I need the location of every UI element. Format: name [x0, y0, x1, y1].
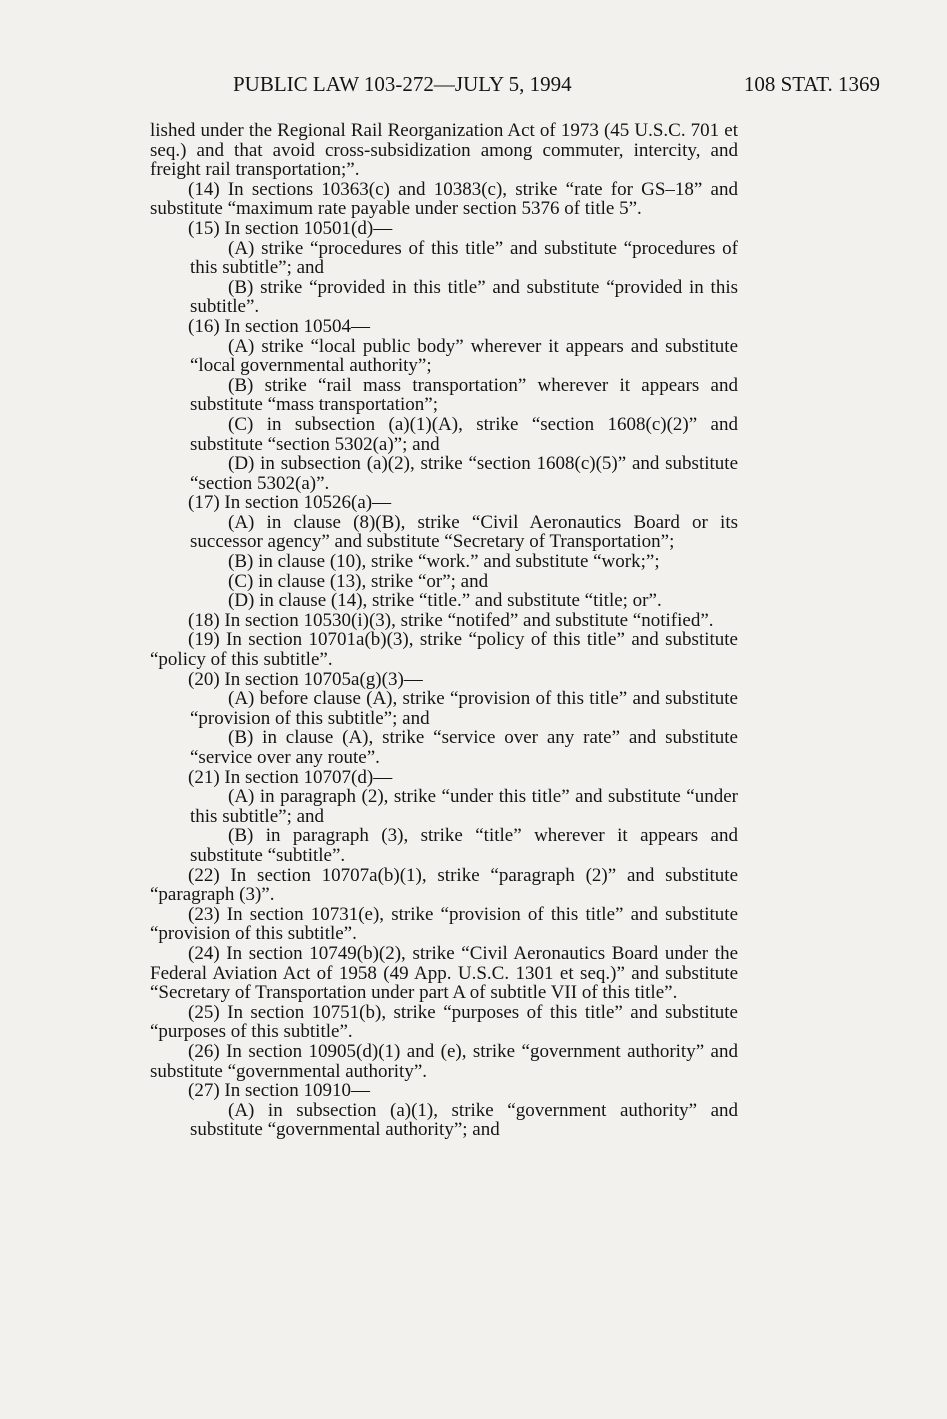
header-stat-citation: 108 STAT. 1369 [743, 72, 880, 96]
subparagraph-16-a: (A) strike “local public body” wherever it appears and substitute “local governmental authority”; [190, 335, 738, 377]
paragraph-16: (16) In section 10504— [188, 315, 371, 337]
paragraph-19: (19) In section 10701a(b)(3), strike “policy of this title” and substitute “policy of this subtitle”. [150, 629, 738, 671]
page-header [150, 72, 880, 100]
subparagraph-15-a: (A) strike “procedures of this title” and substitute “procedures of this subtitle”; and [190, 237, 738, 279]
subparagraph-15-b: (B) strike “provided in this title” and substitute “provided in this subtitle”. [190, 276, 738, 318]
paragraph-24: (24) In section 10749(b)(2), strike “Civil Aeronautics Board under the Federal Aviation Act of 1958 (49 App. U.S.C. 1301 et seq.)” and substitute “Secretary of Transportation under part A of subtitle VII of this title”. [150, 942, 738, 1004]
subparagraph-27-a: (A) in subsection (a)(1), strike “government authority” and substitute “governmental authority”; and [190, 1099, 738, 1141]
paragraph-18: (18) In section 10530(i)(3), strike “notifed” and substitute “notified”. [188, 609, 714, 631]
subparagraph-16-c: (C) in subsection (a)(1)(A), strike “section 1608(c)(2)” and substitute “section 5302(a)”; and [190, 413, 738, 455]
paragraph-continuation: lished under the Regional Rail Reorganization Act of 1973 (45 U.S.C. 701 et seq.) and that avoid cross-subsidization among commuter, intercity, and freight rail transportation;”. [150, 120, 738, 181]
document-body [150, 121, 738, 1140]
subparagraph-17-b: (B) in clause (10), strike “work.” and substitute “work;”; [228, 551, 660, 573]
header-title: PUBLIC LAW 103-272—JULY 5, 1994 [233, 72, 572, 96]
subparagraph-17-d: (D) in clause (14), strike “title.” and substitute “title; or”. [228, 590, 662, 612]
paragraph-27: (27) In section 10910— [188, 1080, 371, 1102]
subparagraph-21-a: (A) in paragraph (2), strike “under this title” and substitute “under this subtitle”; and [190, 786, 738, 827]
subparagraph-16-d: (D) in subsection (a)(2), strike “section 1608(c)(5)” and substitute “section 5302(a)”. [190, 453, 738, 494]
paragraph-17: (17) In section 10526(a)— [188, 492, 392, 514]
subparagraph-16-b: (B) strike “rail mass transportation” wherever it appears and substitute “mass transportation”; [190, 374, 738, 416]
paragraph-14: (14) In sections 10363(c) and 10383(c), strike “rate for GS–18” and substitute “maximum rate payable under section 5376 of title 5”. [150, 178, 738, 220]
subparagraph-20-a: (A) before clause (A), strike “provision of this title” and substitute “provision of this subtitle”; and [190, 688, 738, 729]
subparagraph-20-b: (B) in clause (A), strike “service over any rate” and substitute “service over any route”. [190, 727, 738, 768]
paragraph-26: (26) In section 10905(d)(1) and (e), strike “government authority” and substitute “governmental authority”. [150, 1040, 738, 1082]
paragraph-21: (21) In section 10707(d)— [188, 766, 393, 788]
subparagraph-17-a: (A) in clause (8)(B), strike “Civil Aeronautics Board or its successor agency” and substitute “Secretary of Transportation”; [190, 511, 738, 553]
subparagraph-17-c: (C) in clause (13), strike “or”; and [228, 570, 489, 592]
paragraph-23: (23) In section 10731(e), strike “provision of this title” and substitute “provision of this subtitle”. [150, 903, 738, 945]
paragraph-25: (25) In section 10751(b), strike “purposes of this title” and substitute “purposes of this subtitle”. [150, 1001, 738, 1043]
paragraph-22: (22) In section 10707a(b)(1), strike “paragraph (2)” and substitute “paragraph (3)”. [150, 864, 738, 906]
paragraph-20: (20) In section 10705a(g)(3)— [188, 668, 423, 690]
paragraph-15: (15) In section 10501(d)— [188, 217, 393, 239]
subparagraph-21-b: (B) in paragraph (3), strike “title” wherever it appears and substitute “subtitle”. [190, 825, 738, 866]
